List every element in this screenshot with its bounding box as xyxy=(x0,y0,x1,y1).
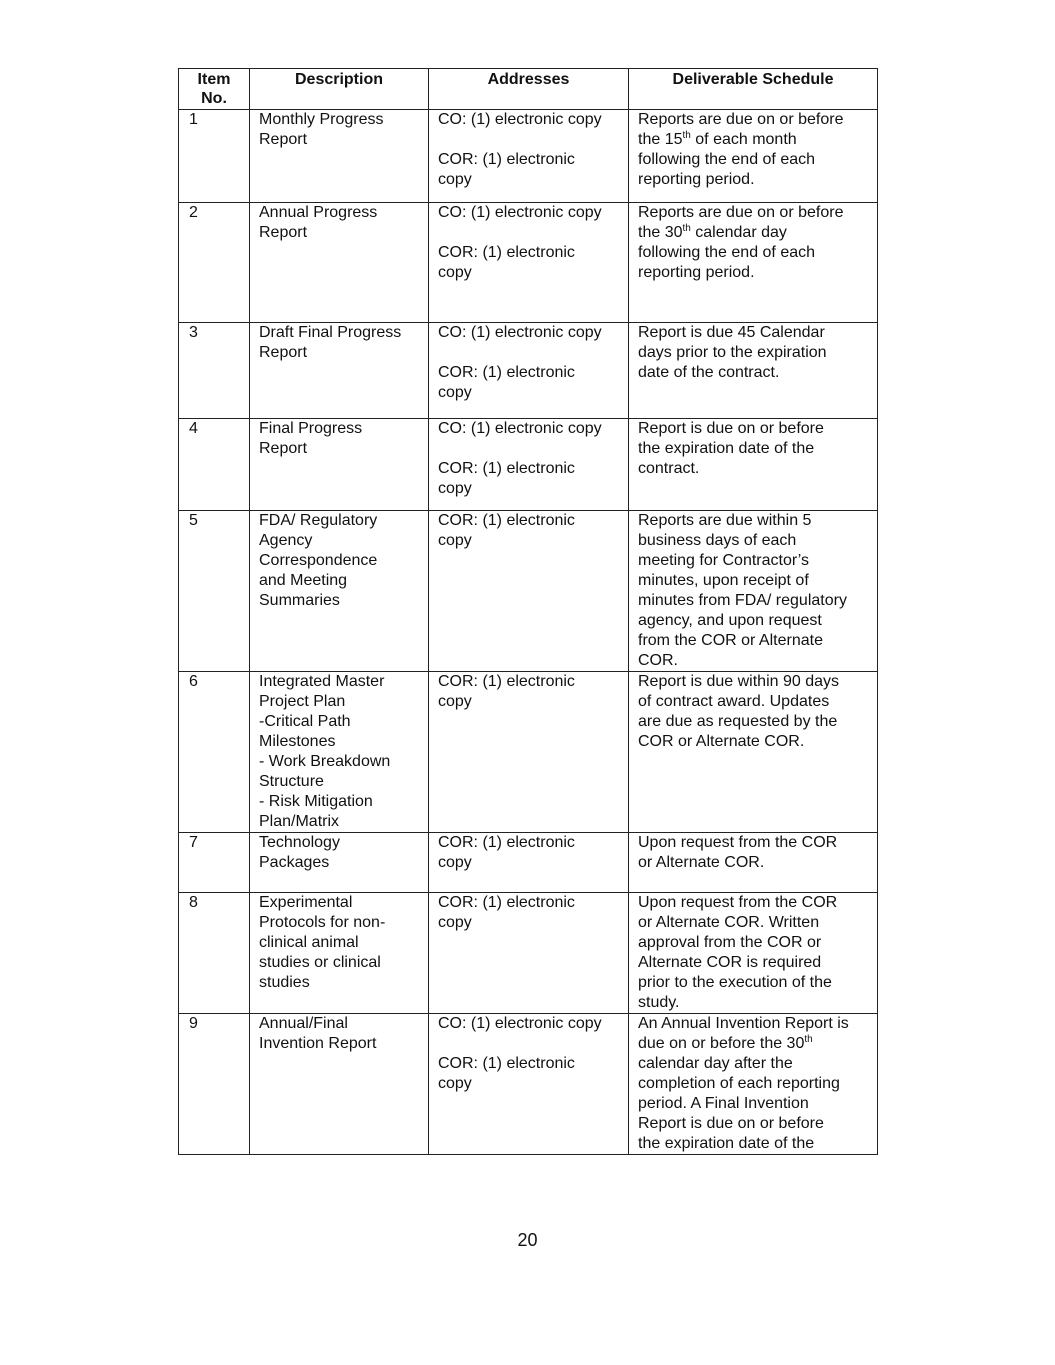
item-number: 5 xyxy=(179,511,250,672)
table-row xyxy=(179,110,878,203)
table-row xyxy=(179,1014,878,1155)
addresses-cell: COR: (1) electronic copy xyxy=(429,833,629,893)
addresses-cell: CO: (1) electronic copy COR: (1) electronic copy xyxy=(429,1014,629,1155)
addresses-cell: CO: (1) electronic copy COR: (1) electronic copy xyxy=(429,203,629,323)
addresses-cell: COR: (1) electronic copy xyxy=(429,511,629,672)
description-cell: Annual Progress Report xyxy=(250,203,429,323)
description-cell: Draft Final Progress Report xyxy=(250,323,429,419)
schedule-cell: Report is due 45 Calendar days prior to the expiration date of the contract. xyxy=(629,323,878,419)
table-row xyxy=(179,323,878,419)
item-number: 3 xyxy=(179,323,250,419)
item-number: 8 xyxy=(179,893,250,1014)
schedule-cell: Report is due within 90 days of contract award. Updates are due as requested by the COR or Alternate COR. xyxy=(629,672,878,833)
deliverables-table xyxy=(178,68,878,1155)
table-row xyxy=(179,203,878,323)
schedule-cell: An Annual Invention Report is due on or before the 30th calendar day after the completion of each reporting period. A Final Invention Report is due on or before the expiration date of the xyxy=(629,1014,878,1155)
addresses-cell: CO: (1) electronic copy COR: (1) electronic copy xyxy=(429,323,629,419)
addresses-cell: CO: (1) electronic copy COR: (1) electronic copy xyxy=(429,419,629,511)
schedule-cell: Reports are due within 5 business days of each meeting for Contractor’s minutes, upon receipt of minutes from FDA/ regulatory agency, and upon request from the COR or Alternate COR. xyxy=(629,511,878,672)
table-row xyxy=(179,419,878,511)
item-number: 1 xyxy=(179,110,250,203)
item-number: 9 xyxy=(179,1014,250,1155)
item-number: 2 xyxy=(179,203,250,323)
addresses-cell: CO: (1) electronic copy COR: (1) electronic copy xyxy=(429,110,629,203)
table-row xyxy=(179,833,878,893)
description-cell: Annual/Final Invention Report xyxy=(250,1014,429,1155)
item-number: 4 xyxy=(179,419,250,511)
table-row xyxy=(179,672,878,833)
schedule-cell: Reports are due on or before the 30th calendar day following the end of each reporting period. xyxy=(629,203,878,323)
table-row xyxy=(179,893,878,1014)
addresses-cell: COR: (1) electronic copy xyxy=(429,893,629,1014)
header-description: Description xyxy=(250,69,429,110)
description-cell: FDA/ Regulatory Agency Correspondence and Meeting Summaries xyxy=(250,511,429,672)
item-number: 7 xyxy=(179,833,250,893)
schedule-cell: Upon request from the COR or Alternate COR. Written approval from the COR or Alternate COR is required prior to the execution of the study. xyxy=(629,893,878,1014)
header-item-no: Item No. xyxy=(179,69,250,110)
schedule-cell: Report is due on or before the expiration date of the contract. xyxy=(629,419,878,511)
schedule-cell: Upon request from the COR or Alternate COR. xyxy=(629,833,878,893)
header-addresses: Addresses xyxy=(429,69,629,110)
description-cell: Final Progress Report xyxy=(250,419,429,511)
description-cell: Technology Packages xyxy=(250,833,429,893)
header-deliverable-schedule: Deliverable Schedule xyxy=(629,69,878,110)
item-number: 6 xyxy=(179,672,250,833)
page-number: 20 xyxy=(517,1230,538,1250)
description-cell: Experimental Protocols for non- clinical animal studies or clinical studies xyxy=(250,893,429,1014)
table-row xyxy=(179,511,878,672)
description-cell: Monthly Progress Report xyxy=(250,110,429,203)
table-header-row xyxy=(179,69,878,110)
schedule-cell: Reports are due on or before the 15th of each month following the end of each reporting period. xyxy=(629,110,878,203)
addresses-cell: COR: (1) electronic copy xyxy=(429,672,629,833)
description-cell: Integrated Master Project Plan -Critical Path Milestones - Work Breakdown Structure - Risk Mitigation Plan/Matrix xyxy=(250,672,429,833)
